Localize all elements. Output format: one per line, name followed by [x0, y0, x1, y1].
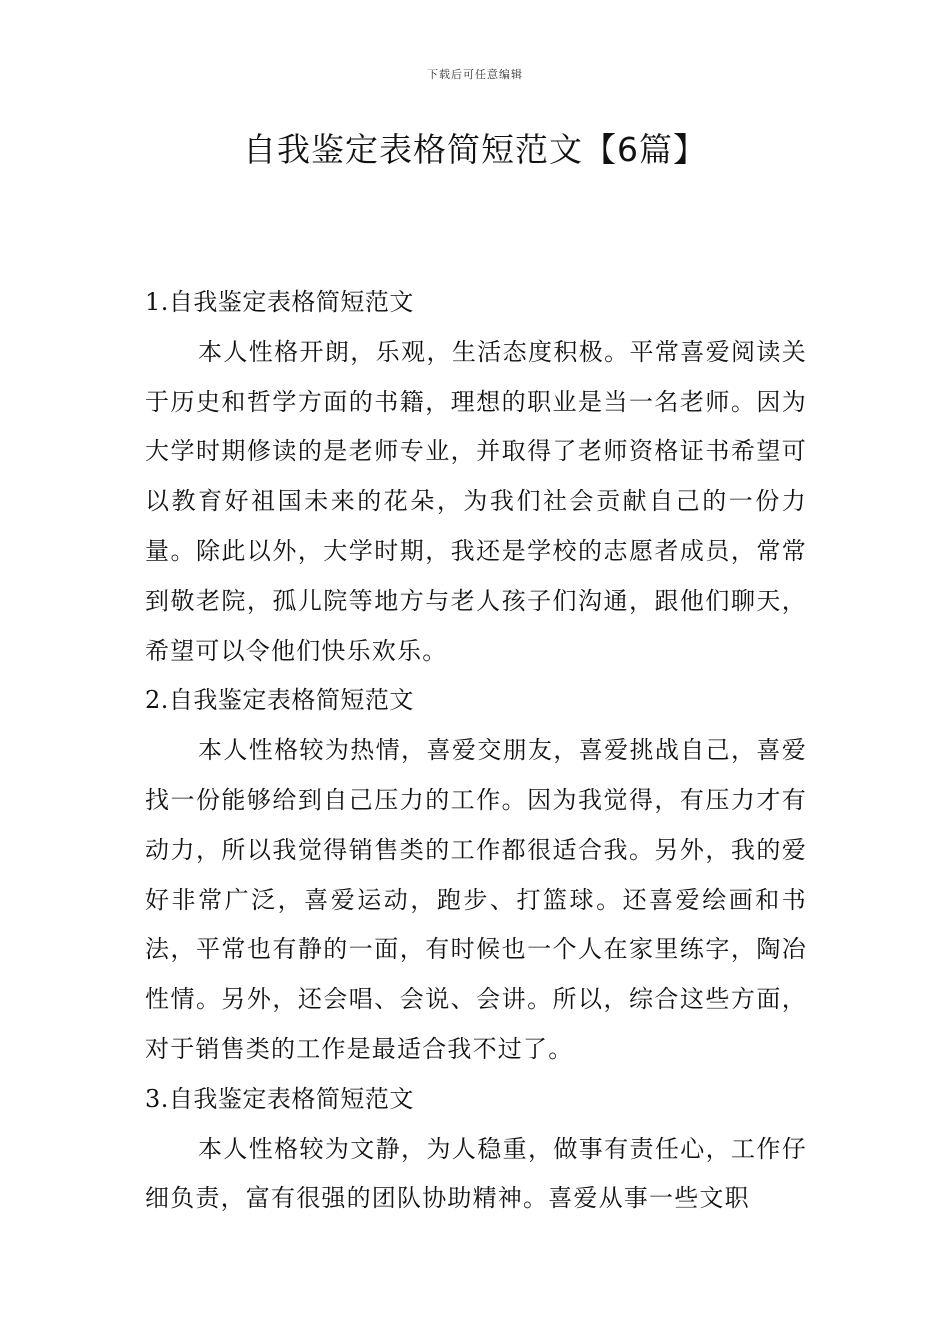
section-3-heading: 3.自我鉴定表格简短范文 [145, 1084, 414, 1113]
document-body [145, 278, 807, 1224]
section-1-heading: 1.自我鉴定表格简短范文 [145, 288, 414, 316]
section-3-paragraph: 本人性格较为文静，为人稳重，做事有责任心，工作仔细负责，富有很强的团队协助精神。喜爱从事一些文职 [145, 1134, 807, 1213]
header-note: 下载后可任意编辑 [427, 68, 523, 81]
document-title: 自我鉴定表格简短范文【6篇】 [243, 130, 707, 169]
section-1-paragraph: 本人性格开朗，乐观，生活态度积极。平常喜爱阅读关于历史和哲学方面的书籍，理想的职业是当一名老师。因为大学时期修读的是老师专业，并取得了老师资格证书希望可以教育好祖国未来的花朵，为我们社会贡献自己的一份力量。除此以外，大学时期，我还是学校的志愿者成员，常常到敬老院，孤儿院等地方与老人孩子们沟通，跟他们聊天，希望可以令他们快乐欢乐。 [145, 337, 807, 665]
section-2-paragraph: 本人性格较为热情，喜爱交朋友，喜爱挑战自己，喜爱找一份能够给到自己压力的工作。因为我觉得，有压力才有动力，所以我觉得销售类的工作都很适合我。另外，我的爱好非常广泛，喜爱运动，跑步、打篮球。还喜爱绘画和书法，平常也有静的一面，有时候也一个人在家里练字，陶冶性情。另外，还会唱、会说、会讲。所以，综合这些方面，对于销售类的工作是最适合我不过了。 [145, 736, 807, 1063]
section-2-heading: 2.自我鉴定表格简短范文 [145, 686, 414, 715]
